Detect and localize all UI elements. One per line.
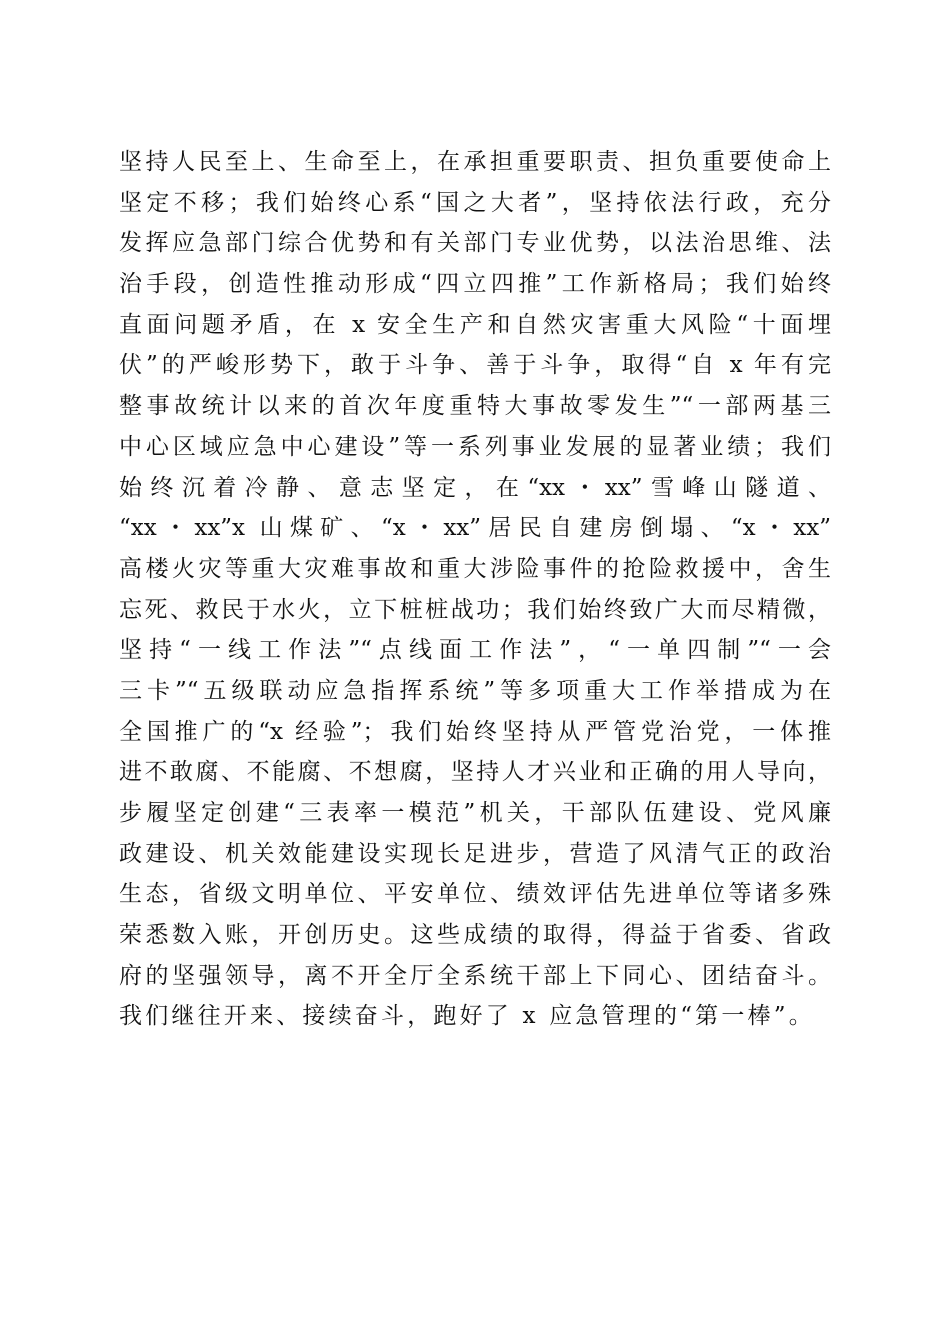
paragraph-line: 生态，省级文明单位、平安单位、绩效评估先进单位等诸多殊 xyxy=(119,881,831,908)
paragraph-line: 中心区域应急中心建设”等一系列事业发展的显著业绩；我们 xyxy=(119,433,831,460)
paragraph-line: 府的坚强领导，离不开全厅全系统干部上下同心、团结奋斗。 xyxy=(119,962,831,989)
body-paragraph xyxy=(119,142,831,1037)
paragraph-line: 发挥应急部门综合优势和有关部门专业优势，以法治思维、法 xyxy=(119,230,831,257)
paragraph-line: 全国推广的“x 经验”；我们始终坚持从严管党治党，一体推 xyxy=(119,718,831,745)
paragraph-line: 伏”的严峻形势下，敢于斗争、善于斗争，取得“自 x 年有完 xyxy=(119,352,831,379)
paragraph-line: 政建设、机关效能建设实现长足进步，营造了风清气正的政治 xyxy=(119,840,831,867)
paragraph-line: 忘死、救民于水火，立下桩桩战功；我们始终致广大而尽精微， xyxy=(119,596,831,623)
paragraph-line: 直面问题矛盾，在 x 安全生产和自然灾害重大风险“十面埋 xyxy=(119,311,831,338)
paragraph-line: “xx・xx”x 山煤矿、“x・xx”居民自建房倒塌、“x・xx” xyxy=(119,515,831,542)
paragraph-line: 始终沉着冷静、意志坚定，在“xx・xx”雪峰山隧道、 xyxy=(119,474,831,501)
paragraph-line: 坚定不移；我们始终心系“国之大者”，坚持依法行政，充分 xyxy=(119,189,831,216)
paragraph-line: 治手段，创造性推动形成“四立四推”工作新格局；我们始终 xyxy=(119,271,831,298)
paragraph-line: 进不敢腐、不能腐、不想腐，坚持人才兴业和正确的用人导向， xyxy=(119,759,831,786)
paragraph-line: 坚持人民至上、生命至上，在承担重要职责、担负重要使命上 xyxy=(119,149,831,175)
paragraph-line-last: 我们继往开来、接续奋斗，跑好了 x 应急管理的“第一棒”。 xyxy=(119,1003,815,1030)
paragraph-line: 坚持“一线工作法”“点线面工作法”，“一单四制”“一会 xyxy=(119,637,831,664)
paragraph-line: 荣悉数入账，开创历史。这些成绩的取得，得益于省委、省政 xyxy=(119,922,831,949)
paragraph-line: 步履坚定创建“三表率一模范”机关，干部队伍建设、党风廉 xyxy=(119,800,831,826)
paragraph-line: 高楼火灾等重大灾难事故和重大涉险事件的抢险救援中，舍生 xyxy=(119,555,831,582)
paragraph-line: 整事故统计以来的首次年度重特大事故零发生”“一部两基三 xyxy=(119,393,831,420)
paragraph-line: 三卡”“五级联动应急指挥系统”等多项重大工作举措成为在 xyxy=(119,677,831,704)
